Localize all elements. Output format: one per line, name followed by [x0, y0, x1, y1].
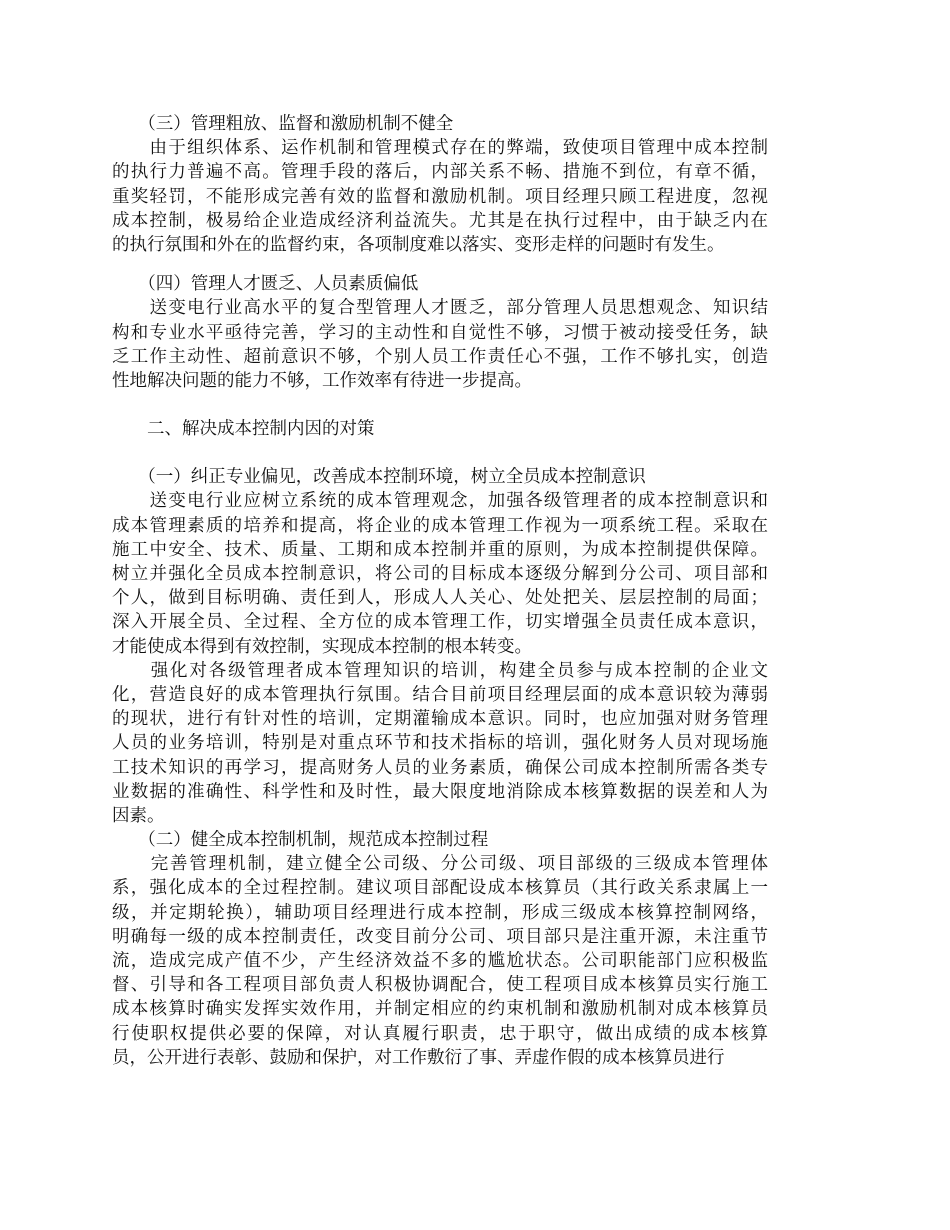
- text-line: 深入开展全员、全过程、全方位的成本管理工作，切实增强全员责任成本意识，: [112, 612, 768, 633]
- text-line: 强化对各级管理者成本管理知识的培训，构建全员参与成本控制的企业文: [112, 660, 768, 681]
- text-line: 送变电行业应树立系统的成本管理观念，加强各级管理者的成本控制意识和: [112, 491, 768, 512]
- text-line: 重奖轻罚，不能形成完善有效的监督和激励机制。项目经理只顾工程进度，忽视: [112, 186, 768, 207]
- text-line: 的现状，进行有针对性的培训，定期灌输成本意识。同时，也应加强对财务管理: [112, 709, 768, 730]
- text-line: 个人，做到目标明确、责任到人，形成人人关心、处处把关、层层控制的局面；: [112, 588, 768, 609]
- document-page: [112, 112, 768, 1070]
- section-heading: [112, 465, 768, 489]
- paragraph: [112, 136, 768, 257]
- paragraph-spacer: [112, 393, 768, 417]
- text-line: 的执行力普遍不高。管理手段的落后，内部关系不畅、措施不到位，有章不循，: [112, 162, 768, 183]
- text-line: 构和专业水平亟待完善，学习的主动性和自觉性不够，习惯于被动接受任务，缺: [112, 322, 768, 343]
- text-line: 施工中安全、技术、质量、工期和成本控制并重的原则，为成本控制提供保障。: [112, 539, 768, 560]
- text-line: 业数据的准确性、科学性和及时性，最大限度地消除成本核算数据的误差和人为: [112, 781, 768, 802]
- section-heading: [112, 417, 768, 441]
- text-line: 树立并强化全员成本控制意识，将公司的目标成本逐级分解到分公司、项目部和: [112, 564, 768, 584]
- text-line: 二、解决成本控制内因的对策: [112, 419, 375, 440]
- text-line: 明确每一级的成本控制责任，改变目前分公司、项目部只是注重开源，未注重节: [112, 926, 768, 947]
- section-heading: [112, 272, 768, 296]
- text-line: （二）健全成本控制机制，规范成本控制过程: [112, 830, 489, 851]
- text-line: 人员的业务培训，特别是对重点环节和技术指标的培训，强化财务人员对现场施: [112, 733, 768, 754]
- paragraph: [112, 852, 768, 1070]
- text-line: 成本控制，极易给企业造成经济利益流失。尤其是在执行过程中，由于缺乏内在: [112, 210, 768, 231]
- text-line: 才能使成本得到有效控制，实现成本控制的根本转变。: [112, 636, 532, 657]
- text-line: 的执行氛围和外在的监督约束，各项制度难以落实、变形走样的问题时有发生。: [112, 234, 725, 255]
- text-line: 流，造成完成产值不少，产生经济效益不多的尴尬状态。公司职能部门应积极监: [112, 951, 768, 971]
- paragraph: [112, 296, 768, 393]
- text-line: （三）管理粗放、监督和激励机制不健全: [112, 114, 454, 134]
- text-line: 性地解决问题的能力不够，工作效率有待进一步提高。: [112, 370, 532, 391]
- section-heading: [112, 112, 768, 136]
- text-line: 化，营造良好的成本管理执行氛围。结合目前项目经理层面的成本意识较为薄弱: [112, 684, 768, 705]
- paragraph-spacer: [112, 441, 768, 465]
- text-line: 乏工作主动性、超前意识不够，个别人员工作责任心不强，工作不够扎实，创造: [112, 346, 768, 367]
- text-line: 行使职权提供必要的保障，对认真履行职责，忠于职守，做出成绩的成本核算: [112, 1023, 768, 1044]
- text-line: 级，并定期轮换），辅助项目经理进行成本控制，形成三级成本核算控制网络，: [112, 902, 768, 923]
- text-line: 送变电行业高水平的复合型管理人才匮乏，部分管理人员思想观念、知识结: [112, 298, 768, 319]
- text-line: 由于组织体系、运作机制和管理模式存在的弊端，致使项目管理中成本控制: [112, 138, 768, 159]
- text-line: （四）管理人才匮乏、人员素质偏低: [112, 274, 419, 295]
- text-line: 完善管理机制，建立健全公司级、分公司级、项目部级的三级成本管理体: [112, 854, 768, 875]
- paragraph: [112, 659, 768, 828]
- text-line: 成本核算时确实发挥实效作用，并制定相应的约束机制和激励机制对成本核算员: [112, 999, 768, 1020]
- paragraph-spacer: [112, 257, 768, 272]
- text-line: 督、引导和各工程项目部负责人积极协调配合，使工程项目成本核算员实行施工: [112, 975, 768, 996]
- text-line: 成本管理素质的培养和提高，将企业的成本管理工作视为一项系统工程。采取在: [112, 515, 768, 536]
- text-line: 工技术知识的再学习，提高财务人员的业务素质，确保公司成本控制所需各类专: [112, 757, 768, 778]
- text-line: （一）纠正专业偏见，改善成本控制环境，树立全员成本控制意识: [112, 467, 646, 488]
- text-line: 员，公开进行表彰、鼓励和保护，对工作敷衍了事、弄虚作假的成本核算员进行: [112, 1047, 725, 1068]
- section-heading: [112, 828, 768, 852]
- paragraph: [112, 489, 768, 658]
- text-line: 系，强化成本的全过程控制。建议项目部配设成本核算员（其行政关系隶属上一: [112, 878, 768, 899]
- text-line: 因素。: [112, 805, 165, 826]
